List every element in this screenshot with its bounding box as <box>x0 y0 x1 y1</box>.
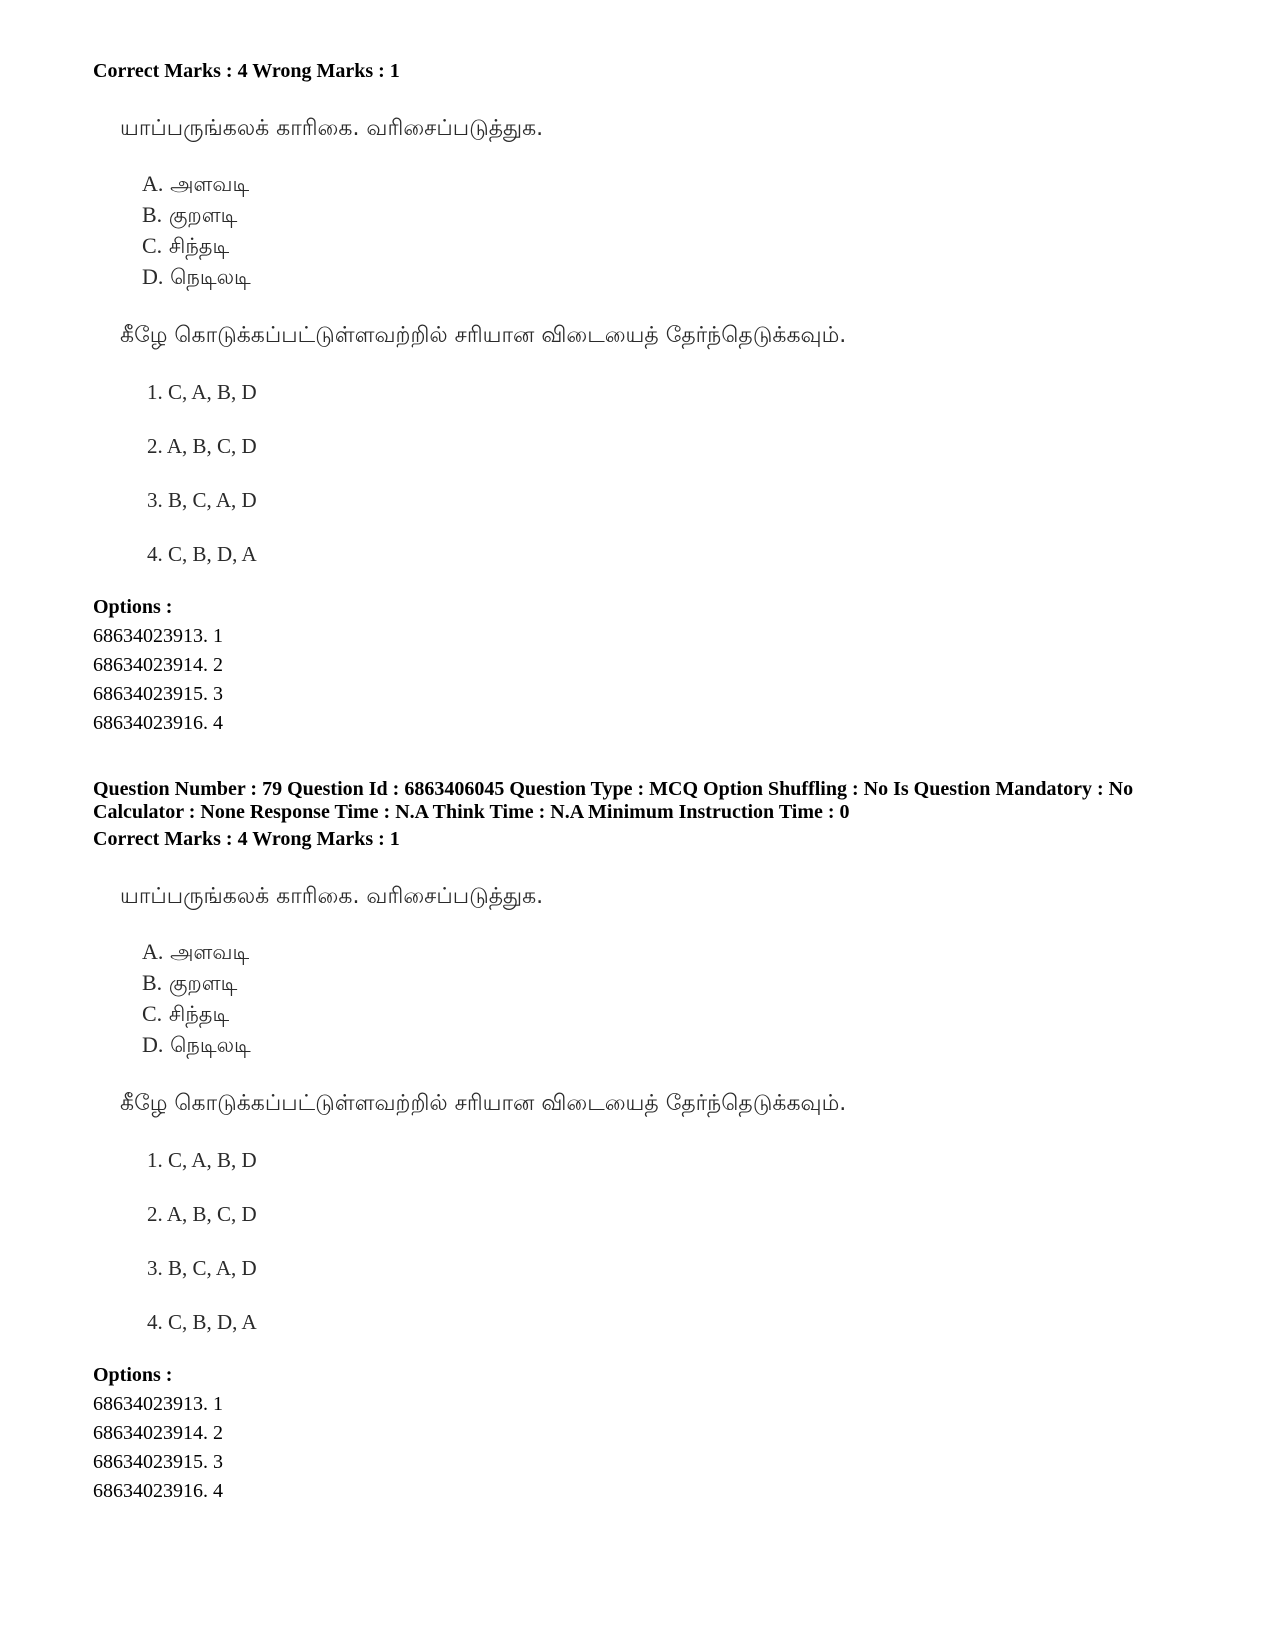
marks-line: Correct Marks : 4 Wrong Marks : 1 <box>93 60 400 82</box>
options-label: Options : <box>93 1364 173 1386</box>
question-text: யாப்பருங்கலக் காரிகை. வரிசைப்படுத்துக. <box>120 116 544 141</box>
instruction-text: கீழே கொடுக்கப்பட்டுள்ளவற்றில் சரியான விடையைத் தேர்ந்தெடுக்கவும். <box>120 1091 847 1116</box>
option-id-1: 68634023913. 1 <box>93 625 223 647</box>
question-header: Question Number : 79 Question Id : 6863406045 Question Type : MCQ Option Shuffling : No Is Question Mandatory : No Calculator : None Response Time : N.A Think Time : N.A Minimum Instruction Time : 0 <box>93 778 1134 823</box>
answer-choice-3: 3. B, C, A, D <box>147 488 257 512</box>
list-item-a: A. அளவடி <box>142 171 250 196</box>
option-id-2: 68634023914. 2 <box>93 1422 223 1444</box>
list-item-d: D. நெடிலடி <box>142 264 251 289</box>
option-id-4: 68634023916. 4 <box>93 712 223 734</box>
list-item-b: B. குறளடி <box>142 202 238 227</box>
answer-choice-2: 2. A, B, C, D <box>147 1202 257 1226</box>
options-label: Options : <box>93 596 173 618</box>
list-item-d: D. நெடிலடி <box>142 1032 251 1057</box>
list-item-a: A. அளவடி <box>142 939 250 964</box>
option-id-4: 68634023916. 4 <box>93 1480 223 1502</box>
answer-choice-3: 3. B, C, A, D <box>147 1256 257 1280</box>
option-id-3: 68634023915. 3 <box>93 683 223 705</box>
answer-choice-4: 4. C, B, D, A <box>147 1310 257 1334</box>
answer-choice-1: 1. C, A, B, D <box>147 380 257 404</box>
list-item-c: C. சிந்தடி <box>142 233 230 258</box>
marks-line: Correct Marks : 4 Wrong Marks : 1 <box>93 828 400 850</box>
list-item-b: B. குறளடி <box>142 970 238 995</box>
answer-choice-2: 2. A, B, C, D <box>147 434 257 458</box>
instruction-text: கீழே கொடுக்கப்பட்டுள்ளவற்றில் சரியான விடையைத் தேர்ந்தெடுக்கவும். <box>120 323 847 348</box>
option-id-2: 68634023914. 2 <box>93 654 223 676</box>
answer-choice-1: 1. C, A, B, D <box>147 1148 257 1172</box>
question-text: யாப்பருங்கலக் காரிகை. வரிசைப்படுத்துக. <box>120 884 544 909</box>
answer-choice-4: 4. C, B, D, A <box>147 542 257 566</box>
option-id-3: 68634023915. 3 <box>93 1451 223 1473</box>
option-id-1: 68634023913. 1 <box>93 1393 223 1415</box>
list-item-c: C. சிந்தடி <box>142 1001 230 1026</box>
